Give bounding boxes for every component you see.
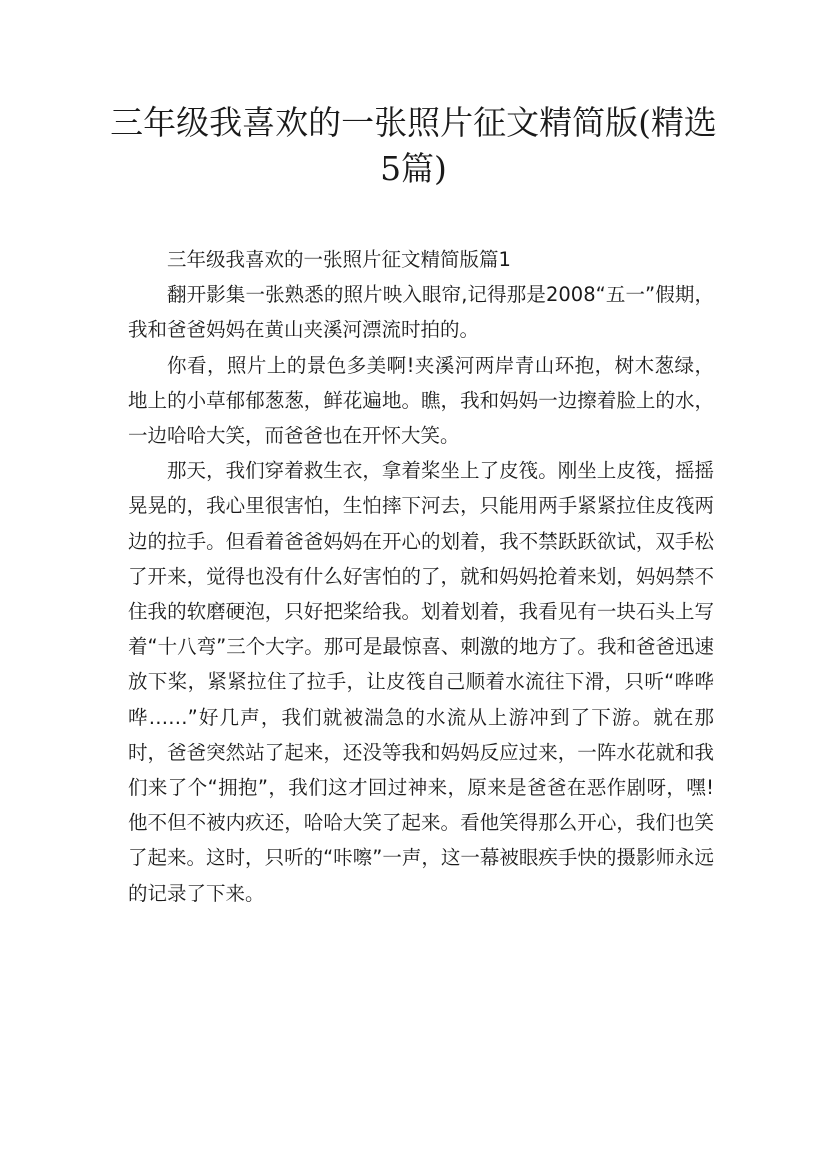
document-body	[128, 242, 714, 911]
section-heading: 三年级我喜欢的一张照片征文精简版篇1	[167, 248, 511, 271]
document-title: 三年级我喜欢的一张照片征文精简版(精选5篇)	[110, 103, 717, 188]
paragraph-1: 翻开影集一张熟悉的照片映入眼帘,记得那是2008“五一”假期，我和爸爸妈妈在黄山夹溪河漂流时拍的。	[128, 283, 714, 342]
paragraph-3: 那天，我们穿着救生衣，拿着桨坐上了皮筏。刚坐上皮筏，摇摇晃晃的，我心里很害怕，生怕摔下河去，只能用两手紧紧拉住皮筏两边的拉手。但看着爸爸妈妈在开心的划着，我不禁跃跃欲试，双手松了开来，觉得也没有什么好害怕的了，就和妈妈抢着来划，妈妈禁不住我的软磨硬泡，只好把桨给我。划着划着，我看见有一块石头上写着“十八弯”三个大字。那可是最惊喜、刺激的地方了。我和爸爸迅速放下桨，紧紧拉住了拉手，让皮筏自己顺着水流往下滑，只听“哗哗哗……”好几声，我们就被湍急的水流从上游冲到了下游。就在那时，爸爸突然站了起来，还没等我和妈妈反应过来，一阵水花就和我们来了个“拥抱”，我们这才回过神来，原来是爸爸在恶作剧呀，嘿!他不但不被内疚还，哈哈大笑了起来。看他笑得那么开心，我们也笑了起来。这时，只听的“咔嚓”一声，这一幕被眼疾手快的摄影师永远的记录了下来。	[128, 459, 714, 905]
paragraph-2: 你看，照片上的景色多美啊!夹溪河两岸青山环抱，树木葱绿，地上的小草郁郁葱葱，鲜花遍地。瞧，我和妈妈一边擦着脸上的水，一边哈哈大笑，而爸爸也在开怀大笑。	[128, 353, 714, 448]
